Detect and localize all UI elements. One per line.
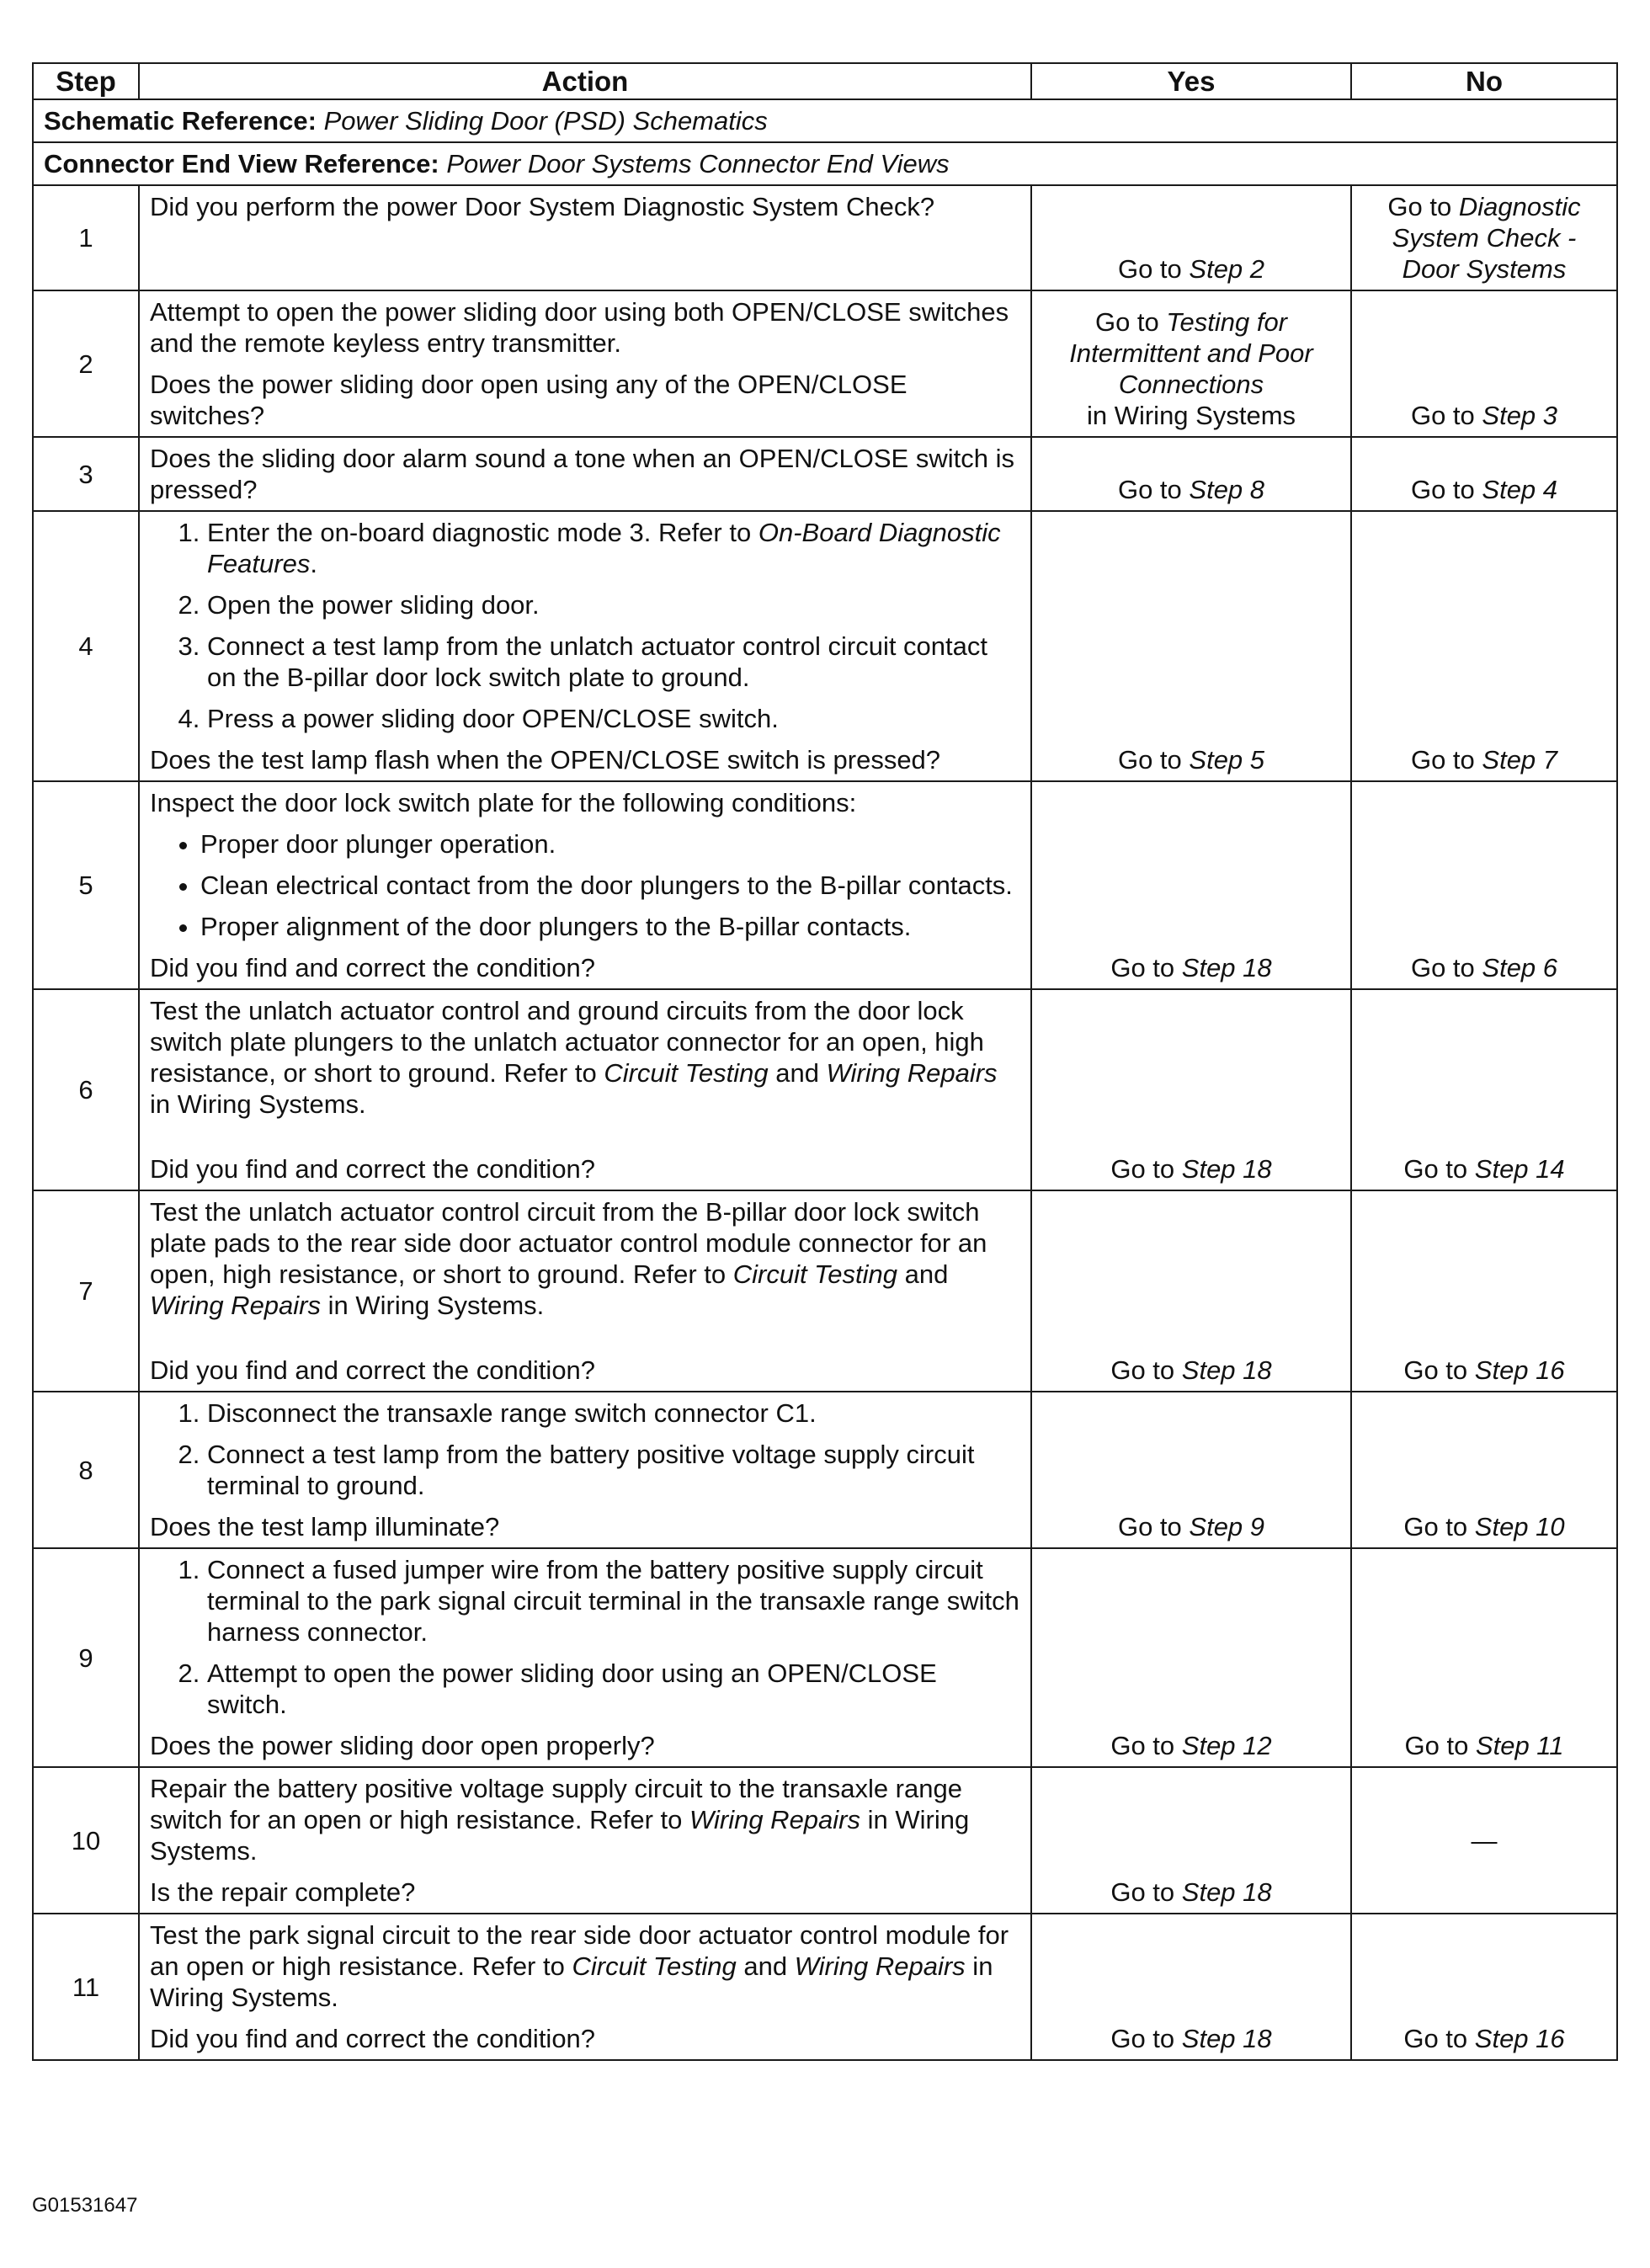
figure-id: G01531647 [32,2194,138,2217]
list-item: 1. Connect a fused jumper wire from the battery positive supply circuit terminal to the park signal circuit terminal in the transaxle range switch harness connector. [207,1554,1020,1648]
wiring-repairs-link[interactable]: Wiring Repairs [826,1058,998,1088]
step-number: 9 [33,1548,139,1767]
no-link[interactable]: Step 4 [1482,475,1558,504]
step-question: Does the test lamp flash when the OPEN/CLOSE switch is pressed? [150,745,941,775]
step-number: 10 [33,1767,139,1914]
action-cell [139,989,1031,1190]
action-cell [139,1392,1031,1548]
yes-cell: Go to Testing for Intermittent and Poor Connections in Wiring Systems [1031,290,1351,437]
yes-cell: Go to Step 2 [1031,185,1351,290]
yes-cell: Go to Step 18 [1031,1914,1351,2060]
wiring-repairs-link[interactable]: Wiring Repairs [150,1291,321,1320]
step-instruction: Test the park signal circuit to the rear side door actuator control module for an open or high resistance. Refer to Circuit Testing and Wiring Repairs in Wiring Systems. [150,1920,1009,2012]
yes-cell: Go to Step 9 [1031,1392,1351,1548]
no-cell: Go to Step 10 [1351,1392,1617,1548]
step-question: Does the test lamp illuminate? [150,1512,500,1541]
table-row [33,1392,1617,1548]
table-row [33,290,1617,437]
no-link[interactable]: Step 3 [1482,401,1558,430]
no-link[interactable]: Step 10 [1474,1512,1565,1541]
table-row [33,989,1617,1190]
list-item: 2. Open the power sliding door. [207,589,1020,620]
list-item: 4. Press a power sliding door OPEN/CLOSE switch. [207,703,1020,734]
schematic-reference-link[interactable]: Power Sliding Door (PSD) Schematics [323,106,768,136]
circuit-testing-link[interactable]: Circuit Testing [572,1951,737,1981]
no-cell: Go to Diagnostic System Check - Door Systems [1351,185,1617,290]
action-cell [139,781,1031,989]
circuit-testing-link[interactable]: Circuit Testing [604,1058,769,1088]
step-instruction: Test the unlatch actuator control and ground circuits from the door lock switch plate plungers to the unlatch actuator connector for an open, high resistance, or short to ground. Refer to Circuit Testing and Wiring Repairs in Wiring Systems. [150,996,998,1119]
action-cell [139,1548,1031,1767]
procedure-list [150,517,1020,734]
procedure-list [150,1554,1020,1720]
no-cell: Go to Step 16 [1351,1914,1617,2060]
wiring-repairs-link[interactable]: Wiring Repairs [794,1951,966,1981]
step-number: 7 [33,1190,139,1392]
list-item: 1. Enter the on-board diagnostic mode 3. Refer to On-Board Diagnostic Features. [207,517,1020,579]
list-item: • Proper door plunger operation. [200,828,1020,860]
no-link[interactable]: Step 6 [1482,953,1558,982]
table-row [33,1190,1617,1392]
action-cell [139,1767,1031,1914]
step-question: Does the power sliding door open using any of the OPEN/CLOSE switches? [150,370,908,430]
no-cell: Go to Step 3 [1351,290,1617,437]
yes-cell: Go to Step 8 [1031,437,1351,511]
no-cell [1351,1767,1617,1914]
no-link[interactable]: Step 16 [1474,2024,1565,2053]
no-link[interactable]: Diagnostic System Check - Door Systems [1392,192,1581,284]
action-cell [139,437,1031,511]
table-row [33,511,1617,781]
condition-list [150,828,1020,942]
connector-reference-label: Connector End View Reference: [44,149,439,178]
action-cell [139,511,1031,781]
step-number: 1 [33,185,139,290]
list-item: 1. Disconnect the transaxle range switch connector C1. [207,1398,1020,1429]
action-cell [139,185,1031,290]
yes-cell: Go to Step 18 [1031,1190,1351,1392]
table-row [33,185,1617,290]
list-item: 3. Connect a test lamp from the unlatch actuator control circuit contact on the B-pillar door lock switch plate to ground. [207,631,1020,693]
yes-cell: Go to Step 18 [1031,781,1351,989]
yes-link[interactable]: Step 18 [1181,1355,1272,1385]
no-link[interactable]: Step 14 [1474,1154,1565,1184]
header-step: Step [33,63,139,99]
list-item: • Proper alignment of the door plungers to the B-pillar contacts. [200,911,1020,942]
circuit-testing-link[interactable]: Circuit Testing [732,1259,897,1289]
no-cell: Go to Step 11 [1351,1548,1617,1767]
step-number: 8 [33,1392,139,1548]
step-number: 3 [33,437,139,511]
table-row [33,781,1617,989]
yes-link[interactable]: Step 18 [1181,1154,1272,1184]
connector-reference-row [33,142,1617,185]
connector-reference-link[interactable]: Power Door Systems Connector End Views [446,149,950,178]
yes-link[interactable]: Step 18 [1181,1877,1272,1907]
no-dash: — [1471,1825,1498,1855]
diagnostic-table [32,62,1618,2061]
table-row [33,1548,1617,1767]
step-instruction: Repair the battery positive voltage supply circuit to the transaxle range switch for an open or high resistance. Refer to Wiring Repairs in Wiring Systems. [150,1774,970,1866]
yes-link[interactable]: Step 12 [1181,1731,1272,1760]
wiring-repairs-link[interactable]: Wiring Repairs [689,1805,860,1834]
yes-link[interactable]: Step 8 [1189,475,1265,504]
step-question: Did you find and correct the condition? [150,1154,596,1184]
header-action: Action [139,63,1031,99]
header-row [33,63,1617,99]
no-link[interactable]: Step 11 [1475,1731,1564,1760]
step-question: Does the sliding door alarm sound a tone when an OPEN/CLOSE switch is pressed? [150,444,1014,504]
yes-cell: Go to Step 5 [1031,511,1351,781]
procedure-list [150,1398,1020,1501]
yes-link[interactable]: Step 5 [1189,745,1265,775]
no-link[interactable]: Step 16 [1474,1355,1565,1385]
step-number: 6 [33,989,139,1190]
list-item: 2. Connect a test lamp from the battery positive voltage supply circuit terminal to ground. [207,1439,1020,1501]
schematic-reference-row [33,99,1617,142]
step-instruction: Attempt to open the power sliding door using both OPEN/CLOSE switches and the remote keyless entry transmitter. [150,297,1009,358]
step-question: Is the repair complete? [150,1877,416,1907]
yes-cell: Go to Step 18 [1031,989,1351,1190]
header-yes: Yes [1031,63,1351,99]
schematic-reference-label: Schematic Reference: [44,106,317,136]
table-row [33,1914,1617,2060]
table-row [33,437,1617,511]
yes-cell: Go to Step 18 [1031,1767,1351,1914]
no-link[interactable]: Step 7 [1482,745,1558,775]
yes-link[interactable]: Step 2 [1189,254,1265,284]
step-number: 5 [33,781,139,989]
yes-cell: Go to Step 12 [1031,1548,1351,1767]
table-row [33,1767,1617,1914]
list-item: • Clean electrical contact from the door plungers to the B-pillar contacts. [200,870,1020,901]
step-instruction: Inspect the door lock switch plate for the following conditions: [150,788,857,817]
step-question: Does the power sliding door open properly? [150,1731,655,1760]
no-cell: Go to Step 4 [1351,437,1617,511]
step-question: Did you perform the power Door System Diagnostic System Check? [150,192,935,221]
step-number: 2 [33,290,139,437]
no-cell: Go to Step 14 [1351,989,1617,1190]
yes-link[interactable]: Step 18 [1181,2024,1272,2053]
header-no: No [1351,63,1617,99]
step-question: Did you find and correct the condition? [150,2024,596,2053]
yes-link[interactable]: Step 18 [1181,953,1272,982]
no-cell: Go to Step 16 [1351,1190,1617,1392]
no-cell: Go to Step 6 [1351,781,1617,989]
list-item: 2. Attempt to open the power sliding door using an OPEN/CLOSE switch. [207,1658,1020,1720]
step-number: 4 [33,511,139,781]
no-cell: Go to Step 7 [1351,511,1617,781]
action-cell [139,290,1031,437]
action-cell [139,1190,1031,1392]
yes-link[interactable]: Step 9 [1189,1512,1265,1541]
action-cell [139,1914,1031,2060]
step-number: 11 [33,1914,139,2060]
yes-link[interactable]: Testing for Intermittent and Poor Connections [1069,307,1313,399]
step-question: Did you find and correct the condition? [150,1355,596,1385]
onboard-diagnostic-link[interactable]: On-Board Diagnostic Features [207,518,1001,578]
step-instruction: Test the unlatch actuator control circuit from the B-pillar door lock switch plate pads to the rear side door actuator control module connector for an open, high resistance, or short to ground. Refer to Circuit Testing and Wiring Repairs in Wiring Systems. [150,1197,987,1320]
step-question: Did you find and correct the condition? [150,953,596,982]
